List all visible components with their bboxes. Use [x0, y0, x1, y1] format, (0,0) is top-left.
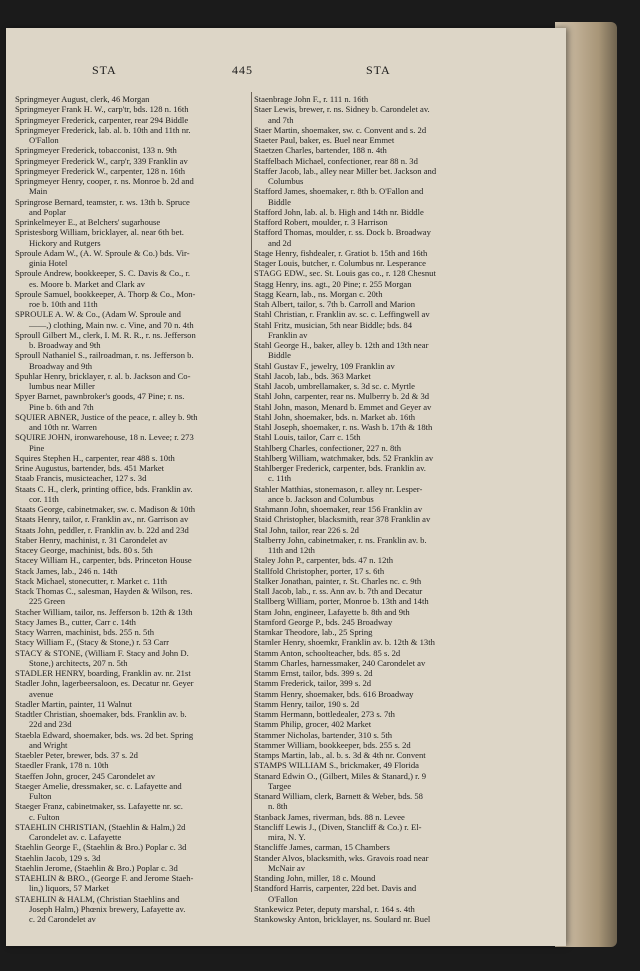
directory-entry-line: Targee [268, 780, 292, 791]
directory-entry-line: Stahl George H., baker, alley b. 12th and 13th near [254, 340, 429, 350]
directory-entry-line: Stagg Henry, ins. agt., 20 Pine; r. 255 Morgan [254, 278, 412, 289]
directory-entry-line: Staetzen Charles, bartender, 188 n. 4th [254, 145, 387, 156]
directory-entry-line: Staber Henry, machinist, r. 31 Carondelet av [15, 534, 168, 545]
directory-entry-line: STAEHLIN & BRO., (George F. and Jerome Staeh- [15, 873, 194, 883]
directory-entry-line: Stamm Henry, shoemaker, bds. 616 Broadway [254, 688, 414, 699]
directory-entry-line: Springmeyer Frederick W., carpenter, 128 n. 16th [15, 165, 186, 176]
directory-entry-line: Stadler John, lagerbeersaloon, es. Decatur nr. Geyer [15, 678, 194, 689]
directory-entry-line: Stallfold Christopher, porter, 17 s. 6th [254, 565, 385, 576]
directory-entry-line: Stahl John, carpenter, rear ns. Mulberry b. 2d & 3d [254, 391, 430, 402]
directory-entry-line: Springmeyer Frank H. W., carp'tr, bds. 128 n. 16th [15, 104, 189, 115]
directory-entry-line: Stadtler Christian, shoemaker, bds. Franklin av. b. [15, 709, 187, 719]
directory-entry-line: Stahlberger Frederick, carpenter, bds. Franklin av. [254, 463, 426, 473]
directory-entry-line: Fulton [29, 791, 52, 801]
directory-entry-line: Springmeyer Frederick, carpenter, rear 294 Biddle [15, 114, 189, 125]
directory-entry-line: Stancliffe James, carman, 15 Chambers [254, 842, 390, 853]
directory-entry-line: Stammer William, bookkeeper, bds. 255 s. 2d [254, 739, 411, 750]
directory-entry-line: Stafford Robert, moulder, r. 3 Harrison [254, 217, 388, 227]
directory-entry-line: Staab Francis, musicteacher, 127 s. 3d [15, 473, 147, 484]
directory-entry-line: Staehlin George F., (Staehlin & Bro.) Poplar c. 3d [15, 842, 187, 853]
directory-entry-line: c. Fulton [29, 811, 60, 822]
directory-entry-line: Stalker Jonathan, painter, r. St. Charles nc. c. 9th [254, 575, 422, 586]
directory-entry-line: STADLER HENRY, boarding, Franklin av. nr. 21st [15, 668, 191, 678]
directory-entry-line: Stahlberg Charles, confectioner, 227 n. 8th [254, 442, 401, 453]
directory-entry-line: McNair av [268, 862, 305, 873]
directory-entry-line: es. Moore b. Market and Clark av [29, 278, 145, 289]
directory-entry-line: Spuhlar Henry, bricklayer, r. al. b. Jackson and Co- [15, 370, 191, 381]
directory-entry-line: Spristesborg William, bricklayer, al. near 6th bet. [15, 227, 184, 238]
directory-entry-line: STAMPS WILLIAM S., brickmaker, 49 Florida [254, 760, 419, 771]
directory-entry-line: Stahl Fritz, musician, 5th near Biddle; bds. 84 [254, 319, 413, 330]
directory-entry-line: Staeger Franz, cabinetmaker, ss. Lafayette nr. sc. [15, 801, 183, 812]
directory-entry-line: roe b. 10th and 11th [29, 299, 98, 309]
directory-entry-line: Carondelet av. c. Lafayette [29, 832, 122, 842]
directory-entry-line: Stack James, lab., 246 n. 14th [15, 565, 118, 576]
directory-entry-line: Stander Alvos, blacksmith, wks. Gravois road near [254, 852, 429, 863]
directory-entry-line: Sprinkelmeyer E., at Belchers' sugarhouse [15, 217, 161, 227]
directory-entry-line: Stah Albert, tailor, s. 7th b. Carroll and Marion [254, 299, 416, 309]
directory-entry-line: Stahl Christian, r. Franklin av. sc. c. Leffingwell av [254, 309, 430, 320]
directory-entry-line: Staehlin Jerome, (Staehlin & Bro.) Poplar c. 3d [15, 862, 178, 873]
directory-entry-line: Stacy Warren, machinist, bds. 255 n. 5th [15, 627, 155, 637]
directory-entry-line: Stanard Edwin O., (Gilbert, Miles & Stanard,) r. 9 [254, 770, 427, 781]
directory-entry-line: Sproull Nathaniel S., railroadman, r. ns. Jefferson b. [15, 350, 194, 361]
directory-entry-line: and Wright [29, 739, 68, 750]
directory-entry-line: Stanard William, clerk, Barnett & Weber, bds. 58 [254, 791, 423, 801]
directory-entry-line: Springmeyer Frederick W., carp'r, 339 Franklin av [15, 155, 188, 166]
directory-entry-line: STAEHLIN CHRISTIAN, (Staehlin & Halm,) 2d [15, 821, 186, 832]
directory-entry-line: Stadler Martin, painter, 11 Walnut [15, 698, 132, 709]
directory-entry-line: Stone,) architects, 207 n. 5th [29, 657, 128, 668]
directory-entry-line: ance b. Jackson and Columbus [268, 493, 374, 504]
directory-entry-line: Stager Louis, butcher, r. Columbus nr. Lesperance [254, 258, 426, 268]
directory-entry-line: Stamford George P., bds. 245 Broadway [254, 616, 393, 627]
directory-entry-line: Srine Augustus, bartender, bds. 451 Market [15, 463, 165, 473]
directory-entry-line: Springrose Bernard, teamster, r. ws. 13th b. Spruce [15, 196, 190, 207]
directory-entry-line: Stacey George, machinist, bds. 80 s. 5th [15, 545, 153, 555]
directory-entry-line: Standford Harris, carpenter, 22d bet. Davis and [254, 883, 417, 894]
directory-entry-line: STACY & STONE, (William F. Stacy and John D. [15, 647, 189, 658]
directory-entry-line: Stancliff Lewis J., (Diven, Stancliff & Co.) r. El- [254, 821, 422, 832]
directory-entry-line: Stam John, engineer, Lafayette b. 8th and 9th [254, 606, 410, 617]
directory-entry-line: Stamm Charles, harnessmaker, 240 Carondelet av [254, 657, 426, 668]
directory-entry-line: Main [29, 186, 48, 197]
directory-entry-line: Staenbrage John F., r. 111 n. 16th [254, 94, 369, 104]
directory-entry-line: Stamm Frederick, tailor, 399 s. 2d [254, 678, 372, 689]
directory-entry-line: Stahmann John, shoemaker, rear 156 Franklin av [254, 504, 423, 514]
directory-entry-line: Sproule Andrew, bookkeeper, S. C. Davis & Co., r. [15, 268, 191, 279]
directory-entry-line: Stamm Anton, schoolteacher, bds. 85 s. 2d [254, 647, 401, 658]
directory-entry-line: Staeger Amelie, dressmaker, sc. c. Lafayette and [15, 780, 182, 791]
directory-entry-line: Stack Michael, stonecutter, r. Market c. 11th [15, 575, 168, 586]
directory-entry-line: Stall Jacob, lab., r. ss. Ann av. b. 7th and Decatur [254, 586, 423, 596]
directory-entry-line: cor. 11th [29, 493, 59, 504]
directory-entry-line: Stahlberg William, watchmaker, bds. 52 Franklin av [254, 452, 434, 463]
directory-entry-line: Stalberry John, cabinetmaker, r. ns. Franklin av. b. [254, 534, 427, 545]
directory-entry-line: STAGG EDW., sec. St. Louis gas co., r. 128 Chesnut [254, 268, 436, 279]
directory-entry-line: Stacey William H., carpenter, bds. Princeton House [15, 555, 192, 566]
directory-entry-line: Staffelbach Michael, confectioner, rear 88 n. 3d [254, 155, 418, 166]
directory-entry-line: Staeter Paul, baker, es. Buel near Emmet [254, 135, 395, 145]
directory-entry-line: c. 2d Carondelet av [29, 914, 96, 924]
running-head-right: STA [366, 63, 391, 77]
directory-entry-line: Springmeyer Frederick, lab. al. b. 10th and 11th nr. [15, 124, 191, 135]
directory-entry-line: Broadway and 9th [29, 360, 93, 371]
directory-entry-line: Stallberg William, porter, Monroe b. 13th and 14th [254, 596, 429, 607]
directory-entry-line: Pine b. 6th and 7th [29, 401, 94, 412]
directory-entry-line: Stanback James, riverman, bds. 88 n. Levee [254, 811, 405, 822]
directory-entry-line: avenue [29, 688, 54, 699]
directory-entry-line: Stacy William F., (Stacy & Stone,) r. 53 Carr [15, 637, 169, 648]
directory-entry-line: lin,) liquors, 57 Market [29, 883, 109, 894]
directory-entry-line: and 10th nr. Warren [29, 422, 97, 432]
directory-entry-line: Staats George, cabinetmaker, sw. c. Madison & 10th [15, 504, 196, 514]
directory-entry-line: mira, N. Y. [268, 832, 306, 842]
directory-entry-line: Sproull Gilbert M., clerk, I. M. R. R., r. ns. Jefferson [15, 329, 196, 340]
directory-entry-line: SQUIER ABNER, Justice of the peace, r. alley b. 9th [15, 411, 198, 422]
running-head [6, 63, 566, 81]
directory-entry-line: Sproule Samuel, bookkeeper, A. Thorp & Co., Mon- [15, 288, 196, 299]
directory-entry-line: Stahl Louis, tailor, Carr c. 15th [254, 432, 361, 443]
directory-entry-line: Staffer Jacob, lab., alley near Miller bet. Jackson and [254, 165, 437, 176]
directory-entry-line: Staebler Peter, brewer, bds. 37 s. 2d [15, 750, 138, 760]
directory-entry-line: Staebla Edward, shoemaker, bds. ws. 2d bet. Spring [15, 729, 194, 740]
directory-entry-line: Staats Henry, tailor, r. Franklin av., nr. Garrison av [15, 514, 189, 525]
directory-entry-line: Stamm Henry, tailor, 190 s. 2d [254, 698, 360, 709]
directory-entry-line: Stage Henry, fishdealer, r. Gratiot b. 15th and 16th [254, 247, 428, 258]
directory-entry-line: O'Fallon [268, 893, 298, 904]
directory-entry-line: Stacy James B., cutter, Carr c. 14th [15, 616, 136, 627]
directory-entry-line: Stahl Jacob, lab., bds. 363 Market [254, 370, 371, 381]
directory-entry-line: lumbus near Miller [29, 381, 95, 391]
directory-entry-line: and 2d [268, 237, 292, 248]
directory-entry-line: 11th and 12th [268, 545, 315, 555]
directory-entry-line: Stafford John, lab. al. b. High and 14th nr. Biddle [254, 206, 424, 217]
directory-entry-line: SPROULE A. W. & Co., (Adam W. Sproule and [15, 309, 181, 320]
directory-entry-line: Biddle [268, 350, 291, 361]
directory-entry-line: SQUIRE JOHN, ironwarehouse, 18 n. Levee; r. 273 [15, 432, 194, 443]
directory-entry-line: Staedler Frank, 178 n. 10th [15, 760, 109, 771]
directory-entry-line: Stahl John, mason, Menard b. Emmet and Geyer av [254, 401, 432, 412]
directory-entry-line: Stahl Joseph, shoemaker, r. ns. Wash b. 17th & 18th [254, 422, 433, 432]
directory-entry-line: Stafford Thomas, moulder, r. ss. Dock b. Broadway [254, 227, 431, 238]
page-number: 445 [232, 63, 253, 77]
directory-entry-line: Standing John, miller, 18 c. Mound [254, 873, 376, 883]
directory-entry-line: Springmeyer Frederick, tobacconist, 133 n. 9th [15, 145, 177, 156]
directory-entry-line: Stamm Hermann, bottledealer, 273 s. 7th [254, 709, 395, 719]
directory-entry-line: Stacher William, tailor, ns. Jefferson b. 12th & 13th [15, 606, 193, 617]
directory-entry-line: and Poplar [29, 206, 66, 217]
directory-entry-line: Stamm Ernst, tailor, bds. 399 s. 2d [254, 668, 373, 678]
directory-entry-line: Stal John, tailor, rear 226 s. 2d [254, 524, 359, 535]
directory-entry-line: Springmeyer Henry, cooper, r. ns. Monroe b. 2d and [15, 176, 194, 186]
directory-entry-line: Stamm Philip, grocer, 402 Market [254, 719, 372, 730]
directory-entry-line: n. 8th [268, 801, 288, 812]
directory-entry-line: Stammer Nicholas, bartender, 310 s. 5th [254, 729, 393, 740]
directory-entry-line: ——,) clothing, Main nw. c. Vine, and 70 n. 4th [29, 319, 194, 330]
running-head-left: STA [92, 63, 117, 77]
directory-page [6, 28, 566, 946]
directory-entry-line: Stamps Martin, lab., al. b. s. 3d & 4th nr. Convent [254, 750, 426, 760]
directory-entry-line: Stack Thomas C., salesman, Hayden & Wilson, res. [15, 586, 193, 596]
directory-entry-line: Springmeyer August, clerk, 46 Morgan [15, 94, 150, 104]
directory-entry-line: Stagg Kearn, lab., ns. Morgan c. 20th [254, 288, 383, 299]
directory-entry-line: Staer Martin, shoemaker, sw. c. Convent and s. 2d [254, 124, 427, 135]
directory-entry-line: Staer Lewis, brewer, r. ns. Sidney b. Carondelet av. [254, 104, 430, 115]
directory-entry-line: Stahl Gustav F., jewelry, 109 Franklin av [254, 360, 395, 371]
directory-entry-line: Stamler Henry, shoemkr, Franklin av. b. 12th & 13th [254, 637, 435, 648]
directory-entry-line: Stankowsky Anton, bricklayer, ns. Soulard nr. Buel [254, 914, 431, 924]
directory-entry-line: Stahl Jacob, umbrellamaker, s. 3d sc. c. Myrtle [254, 381, 415, 391]
directory-entry-line: Stahl John, shoemaker, bds. n. Market ab. 16th [254, 411, 416, 422]
directory-entry-line: b. Broadway and 9th [29, 340, 101, 350]
directory-entry-line: O'Fallon [29, 135, 59, 145]
right-column [254, 94, 498, 924]
directory-entry-line: Pine [29, 442, 45, 453]
directory-entry-line: STAEHLIN & HALM, (Christian Staehlins and [15, 893, 180, 904]
directory-entry-line: 22d and 23d [29, 719, 72, 730]
directory-entry-line: Squires Stephen H., carpenter, rear 488 s. 10th [15, 452, 175, 463]
directory-entry-line: Staats C. H., clerk, printing office, bds. Franklin av. [15, 483, 193, 494]
directory-entry-line: Stankewicz Peter, deputy marshal, r. 164 s. 4th [254, 903, 415, 914]
directory-entry-line: 225 Green [29, 596, 66, 607]
directory-entry-line: Joseph Halm,) Phœnix brewery, Lafayette av. [29, 903, 186, 914]
directory-entry-line: Spyer Barnet, pawnbroker's goods, 47 Pine; r. ns. [15, 391, 185, 402]
directory-entry-line: and 7th [268, 114, 294, 125]
directory-entry-line: Hickory and Rutgers [29, 237, 101, 248]
directory-entry-line: Staehlin Jacob, 129 s. 3d [15, 852, 101, 863]
left-column [15, 94, 253, 924]
directory-entry-line: Columbus [268, 176, 304, 186]
directory-entry-line: Biddle [268, 196, 291, 207]
directory-entry-line: Stahler Matthias, stonemason, r. alley nr. Lesper- [254, 483, 423, 494]
directory-entry-line: ginia Hotel [29, 258, 68, 268]
directory-entry-line: Staley John P., carpenter, bds. 47 n. 12th [254, 555, 394, 566]
directory-entry-line: Staats John, peddler, r. Franklin av. b. 22d and 23d [15, 524, 189, 535]
directory-entry-line: Sproule Adam W., (A. W. Sproule & Co.) bds. Vir- [15, 247, 190, 258]
directory-entry-line: Stamkar Theodore, lab., 25 Spring [254, 627, 373, 637]
directory-entry-line: c. 11th [268, 473, 292, 484]
directory-entry-line: Staid Christopher, blacksmith, rear 378 Franklin av [254, 514, 431, 525]
directory-entry-line: Stafford James, shoemaker, r. 8th b. O'Fallon and [254, 186, 424, 197]
directory-entry-line: Staeffen John, grocer, 245 Carondelet av [15, 770, 156, 781]
directory-entry-line: Franklin av [268, 329, 308, 340]
